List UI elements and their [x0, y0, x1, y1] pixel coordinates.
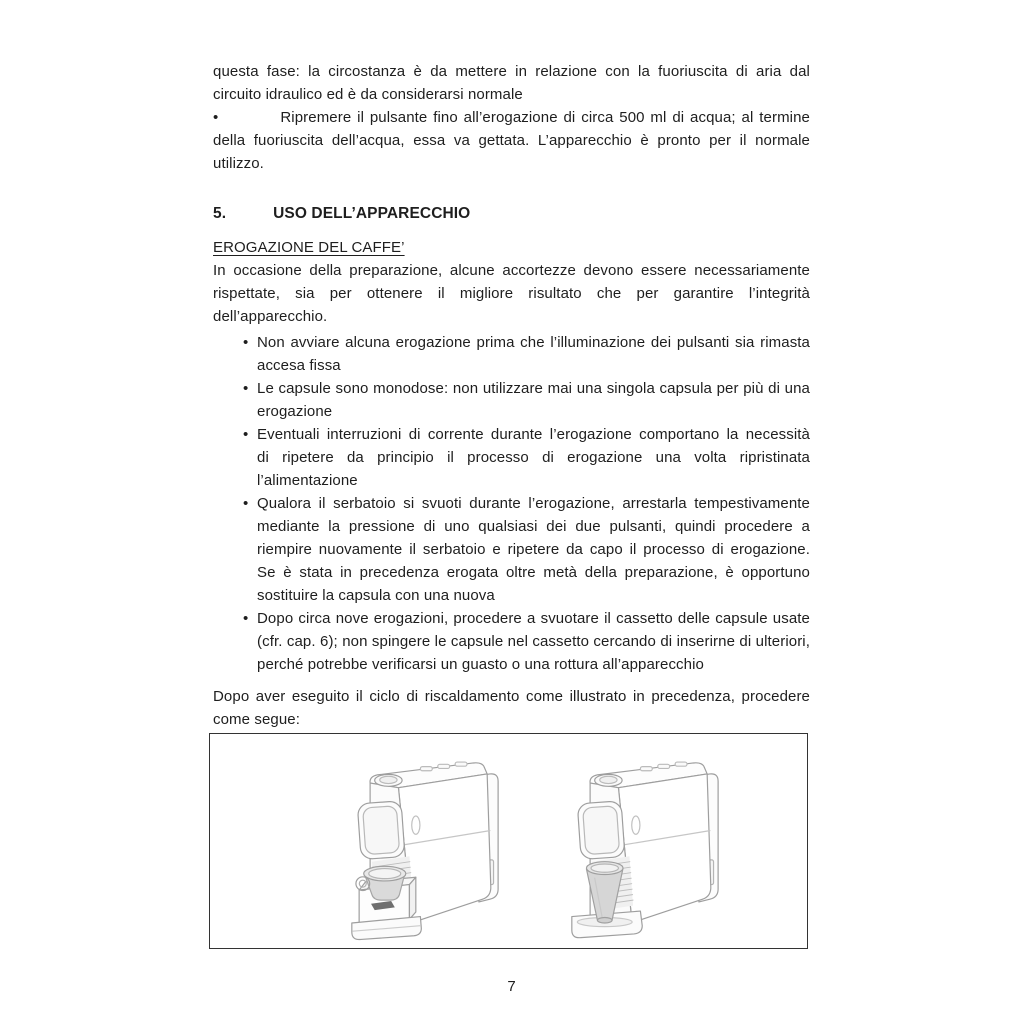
text-line: Se è stata in precedenza erogata oltre metà della preparazione, è opportuno: [257, 564, 810, 581]
text-line: di ripetere da principio il processo di erogazione una volta ripristinata: [257, 449, 810, 466]
section-number: 5.: [213, 205, 227, 222]
text-line: erogazione: [257, 403, 333, 420]
page-number: 7: [507, 978, 516, 995]
text-line: [213, 106, 810, 129]
closing-paragraph: [213, 685, 810, 731]
text-line: Dopo aver eseguito il ciclo di riscaldamento come illustrato in precedenza, procedere: [213, 688, 810, 705]
text-line: [243, 377, 810, 400]
text-line: perché potrebbe verificarsi un guasto o una rottura all’apparecchio: [257, 656, 704, 673]
section-title: USO DELL’APPARECCHIO: [273, 205, 471, 222]
text-line: [243, 331, 810, 354]
text-line: rispettate, sia per ottenere il migliore risultato che per garantire l’integrità: [213, 285, 810, 302]
text-segment: Non avviare alcuna erogazione prima che l’illuminazione dei pulsanti sia rimasta: [257, 334, 810, 351]
subsection-intro: [213, 259, 810, 328]
list-item: [243, 607, 810, 676]
section-heading: [213, 202, 810, 225]
coffee-machine-with-tall-glass-illustration: [538, 752, 730, 944]
bullet-marker: •: [243, 426, 249, 443]
text-line: mediante la pressione di uno qualsiasi dei due pulsanti, quindi procedere a: [257, 518, 810, 535]
text-line: [243, 607, 810, 630]
paragraph-continuation: [213, 60, 810, 106]
list-item: [243, 377, 810, 423]
text-line: questa fase: la circostanza è da mettere in relazione con la fuoriuscita di aria dal: [213, 63, 810, 80]
text-line: accesa fissa: [257, 357, 341, 374]
text-line: utilizzo.: [213, 155, 264, 172]
bullet-marker: •: [243, 380, 249, 397]
text-line: In occasione della preparazione, alcune accortezze devono essere necessariamente: [213, 262, 810, 279]
text-segment: Eventuali interruzioni di corrente durante l’erogazione comportano la necessità: [257, 426, 810, 443]
text-line: sostituire la capsula con una nuova: [257, 587, 495, 604]
coffee-machine-with-espresso-cup-illustration: [318, 752, 510, 944]
list-item: [243, 492, 810, 607]
bullet-marker: •: [243, 334, 249, 351]
text-segment: Ripremere il pulsante fino all’erogazione di circa 500 ml di acqua; al termine: [280, 109, 810, 126]
bullet-paragraph: [213, 106, 810, 175]
text-line: della fuoriuscita dell’acqua, essa va gettata. L’apparecchio è pronto per il normale: [213, 132, 810, 149]
list-item: [243, 423, 810, 492]
figure-box: [209, 733, 808, 949]
bullet-marker: •: [243, 610, 249, 627]
list-item: [243, 331, 810, 377]
text-segment: Le capsule sono monodose: non utilizzare mai una singola capsula per più di una: [257, 380, 810, 397]
page-content: [213, 60, 810, 949]
text-line: circuito idraulico ed è da considerarsi normale: [213, 86, 523, 103]
bullet-marker: •: [213, 109, 219, 126]
text-segment: Dopo circa nove erogazioni, procedere a svuotare il cassetto delle capsule usate: [257, 610, 810, 627]
bullet-marker: •: [243, 495, 249, 512]
text-line: (cfr. cap. 6); non spingere le capsule nel cassetto cercando di inserirne di ulteriori,: [257, 633, 810, 650]
precautions-list: [213, 331, 810, 676]
text-line: l’alimentazione: [257, 472, 358, 489]
text-line: [243, 492, 810, 515]
subsection-title: EROGAZIONE DEL CAFFE’: [213, 239, 405, 256]
text-line: dell’apparecchio.: [213, 308, 328, 325]
text-line: [243, 423, 810, 446]
text-line: come segue:: [213, 711, 300, 728]
text-segment: Qualora il serbatoio si svuoti durante l’erogazione, arrestarla tempestivamente: [257, 495, 810, 512]
text-line: riempire nuovamente il serbatoio e ripetere da capo il processo di erogazione.: [257, 541, 810, 558]
